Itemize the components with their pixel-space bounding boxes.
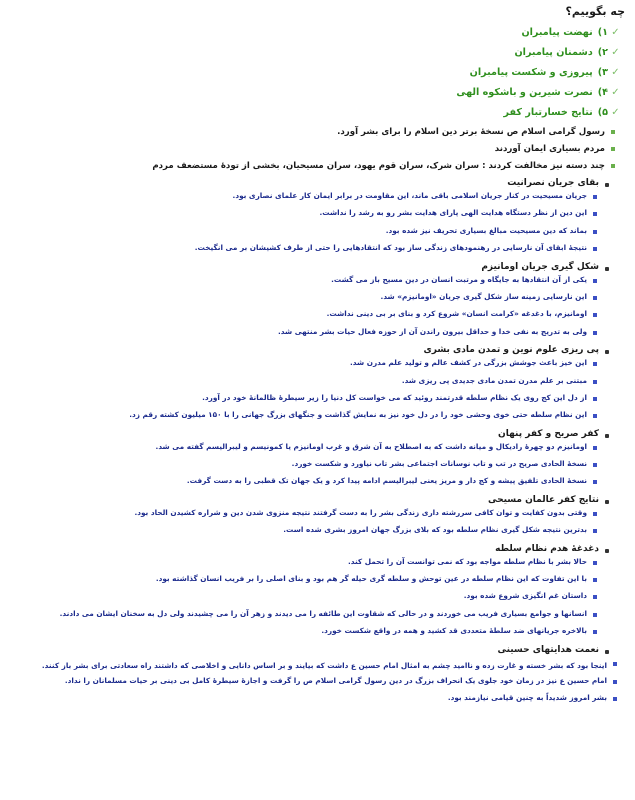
list-item — [10, 243, 597, 253]
bullet-icon — [593, 613, 597, 617]
bullet-icon — [613, 680, 617, 684]
topic-label: دشمنان پیامبران — [514, 47, 593, 59]
list-item — [10, 693, 617, 703]
topic-number: ۲) — [597, 47, 608, 59]
section — [10, 428, 627, 487]
intro-item — [10, 126, 615, 138]
list-item — [10, 191, 597, 201]
list-item-text: مبتنی بر علم مدرن تمدن مادی جدیدی پی ریزی شد. — [401, 375, 587, 385]
section — [10, 261, 627, 337]
list-item — [10, 292, 597, 302]
bullet-icon — [593, 362, 597, 366]
bullet-icon — [593, 380, 597, 384]
list-item-text: بالاخره جریانهای ضد سلطهٔ متعددی قد کشید و همه در واقع شکست خورد. — [321, 626, 587, 636]
list-item — [10, 591, 597, 601]
bullet-icon — [613, 662, 617, 666]
bullet-icon — [593, 561, 597, 565]
list-item — [10, 476, 597, 486]
section — [10, 543, 627, 637]
bullet-icon — [593, 595, 597, 599]
list-item-text: نسخهٔ الحادی تلفیق پیشه و کج دار و مریز یعنی لیبرالیسم ادامه پیدا کرد و یک جهان تک قطبی را به دست گرفت. — [186, 476, 587, 486]
list-item-text: نتیجهٔ ابقای آن نارسایی در رهنمودهای زندگی ساز بود که انتقادهایی را حتی از طرف کشیشان بر می انگیخت. — [194, 243, 587, 253]
bullet-icon — [605, 434, 609, 438]
section-items — [10, 358, 597, 420]
intro-text: مردم بسیاری ایمان آوردند — [494, 143, 605, 154]
topic-label: نهضت پیامبران — [521, 27, 593, 39]
list-item-text: این نظام سلطه حتی خوی وحشی خود را در دل خود نیز به نمایش گذاشت و جنگهای بزرگ جهانی را با ۱۵۰ میلیون کشته رقم زد. — [129, 410, 587, 420]
bullet-icon — [593, 313, 597, 317]
intro-item — [10, 160, 615, 172]
list-item — [10, 459, 597, 469]
list-item — [10, 226, 597, 236]
section — [10, 644, 627, 703]
topic-label: نتایج خسارتبار کفر — [503, 106, 593, 118]
list-item-text: این خیز باعث جوشش بزرگی در کشف عالم و تولید علم مدرن شد. — [350, 358, 587, 368]
topic-item — [10, 23, 621, 43]
list-item — [10, 275, 597, 285]
list-item — [10, 442, 597, 452]
list-item-text: امام حسین ع نیز در زمان خود جلوی یک انحراف بزرگ در دین رسول گرامی اسلام ص را گرفت و اجازهٔ سیطرهٔ کامل بی دینی بر حیات مسلمانان را نداد. — [64, 675, 607, 685]
list-item-text: بماند که دین مسیحیت مبالغ بسیاری تحریف نیز شده بود. — [385, 225, 587, 235]
list-item-text: اومانیزم دو چهرهٔ رادیکال و میانه داشت که به اصطلاح به آن شرق و غرب اومانیزم یا کمونیسم و لیبرالیسم گفته می شد. — [155, 441, 587, 451]
section-heading-text: بقای جریان نصرانیت — [507, 177, 599, 188]
list-item — [10, 609, 597, 619]
topic-number: ۴) — [597, 86, 608, 98]
intro-text: رسول گرامی اسلام ص نسخهٔ برتر دین اسلام را برای بشر آورد. — [337, 126, 605, 137]
section-heading — [10, 261, 609, 273]
bullet-icon — [593, 296, 597, 300]
bullet-icon — [593, 480, 597, 484]
topic-number: ۳) — [597, 66, 608, 78]
section-heading — [10, 177, 609, 189]
bullet-icon — [593, 397, 597, 401]
list-item — [10, 508, 597, 518]
bullet-icon — [593, 446, 597, 450]
list-item — [10, 358, 597, 368]
bullet-icon — [605, 183, 609, 187]
section-heading — [10, 428, 609, 440]
section-items — [10, 275, 597, 337]
bullet-icon — [605, 267, 609, 271]
list-item-text: بشر امروز شدیداً به چنین قیامی نیازمند بود. — [447, 692, 607, 702]
list-item-text: داستان غم انگیزی شروع شده بود. — [463, 591, 587, 601]
check-icon: ✓ — [611, 106, 620, 118]
bullet-icon — [593, 279, 597, 283]
bullet-icon — [593, 414, 597, 418]
bullet-icon — [605, 549, 609, 553]
list-item — [10, 525, 597, 535]
list-item-text: بدترین نتیجه شکل گیری نظام سلطه بود که بلای بزرگ جهان امروز بشری شده است. — [283, 525, 587, 535]
list-item-text: ولی به تدریج به نفی خدا و حداقل بیرون راندن آن از حوزه فعال حیات بشر منتهی شد. — [278, 326, 587, 336]
section-items — [10, 442, 597, 487]
topic-item — [10, 102, 621, 122]
bullet-icon — [593, 463, 597, 467]
bullet-icon — [593, 578, 597, 582]
bullet-icon — [605, 350, 609, 354]
section-items — [10, 508, 597, 535]
list-item — [10, 676, 617, 686]
list-item-text: این نارسایی زمینه ساز شکل گیری جریان «اومانیزم» شد. — [380, 291, 587, 301]
list-item — [10, 393, 597, 403]
bullet-icon — [611, 130, 615, 134]
list-item-text: اومانیزم، با دغدغه «کرامت انسان» شروع کرد و بنای بر بی دینی نداشت. — [326, 309, 587, 319]
bullet-icon — [611, 164, 615, 168]
intro-item — [10, 143, 615, 155]
bullet-icon — [605, 650, 609, 654]
list-item-text: از دل این کج روی یک نظام سلطه قدرتمند روئید که می خواست کل دنیا را زیر سیطرهٔ ظالمانهٔ خود در آورد. — [202, 392, 587, 402]
list-item — [10, 574, 597, 584]
check-icon: ✓ — [611, 47, 620, 59]
topic-label: نصرت شیرین و باشکوه الهی — [456, 86, 593, 98]
section-items — [10, 658, 617, 703]
section-heading — [10, 494, 609, 506]
topic-number: ۵) — [597, 106, 608, 118]
section-items — [10, 191, 597, 253]
section-heading-text: نتایج کفر عالمان مسیحی — [487, 494, 599, 505]
section-heading — [10, 344, 609, 356]
section-heading-text: دغدغهٔ هدم نظام سلطه — [495, 543, 599, 554]
list-item — [10, 626, 597, 636]
bullet-icon — [593, 512, 597, 516]
bullet-icon — [593, 247, 597, 251]
section-heading-text: شکل گیری جریان اومانیزم — [481, 261, 599, 272]
list-item-text: جریان مسیحیت در کنار جریان اسلامی باقی ماند، این مقاومت در برابر ایمان کار علمای نصاری بود. — [232, 190, 587, 200]
intro-list — [10, 126, 627, 172]
bullet-icon — [593, 630, 597, 634]
list-item-text: حالا بشر با نظام سلطه مواجه بود که نمی توانست آن را تحمل کند. — [347, 556, 587, 566]
list-item-text: این دین از نظر دستگاه هدایت الهی پارای هدایت بشر رو به رشد را نداشت. — [319, 208, 587, 218]
list-item-text: انسانها و جوامع بسیاری فریب می خوردند و در حالی که شقاوت این طائفه را می دیدند و زهر آن را می چشیدند ولی دل به سخنان ایشان می دادند. — [59, 608, 587, 618]
list-item — [10, 557, 597, 567]
section-heading — [10, 644, 609, 656]
list-item-text: نسخهٔ الحادی صریح در تب و تاب نوسانات اجتماعی بشر تاب نیاورد و شکست خورد. — [291, 459, 587, 469]
bullet-icon — [593, 212, 597, 216]
check-icon: ✓ — [611, 86, 620, 98]
list-item-text: با این تفاوت که این نظام سلطه در عین توحش و سلطه گری حیله گر هم بود و بنای اصلی را بر فریب انسان گذاشته بود. — [155, 574, 587, 584]
bullet-icon — [593, 529, 597, 533]
topic-item — [10, 82, 621, 102]
list-item-text: وقتی بدون کفایت و توان کافی سررشته داری زندگی بشر را به دست گرفتند نتیجه منزوی شدن دین و شراره کشیدن الحاد بود. — [134, 507, 587, 517]
list-item — [10, 309, 597, 319]
bullet-icon — [611, 147, 615, 151]
section-heading — [10, 543, 609, 555]
bullet-icon — [613, 697, 617, 701]
bullet-icon — [593, 195, 597, 199]
section-heading-text: پی ریزی علوم نوین و تمدن مادی بشری — [423, 345, 599, 356]
section-heading-text: کفر صریح و کفر پنهان — [498, 428, 599, 439]
page-title: چه بگوییم؟ — [565, 5, 625, 18]
check-icon: ✓ — [611, 27, 620, 39]
list-item — [10, 376, 597, 386]
topic-number: ۱) — [597, 27, 608, 39]
section — [10, 494, 627, 535]
topic-item — [10, 63, 621, 83]
topic-label: پیروزی و شکست پیامبران — [469, 66, 593, 78]
topic-item — [10, 43, 621, 63]
section-items — [10, 557, 597, 637]
bullet-icon — [593, 331, 597, 335]
bullet-icon — [605, 500, 609, 504]
list-item — [10, 208, 597, 218]
section — [10, 344, 627, 420]
topic-list — [10, 23, 621, 122]
bullet-icon — [593, 230, 597, 234]
section-heading-text: نعمت هدایتهای حسینی — [497, 644, 599, 655]
list-item — [10, 327, 597, 337]
list-item-text: اینجا بود که بشر خسته و غارت زده و ناامید چشم به امثال امام حسین ع داشت که بیایند و بر اساس دانایی و اخلاصی که داشتند راه سعادتی برای بشر باز کنند. — [41, 660, 607, 670]
list-item — [10, 658, 617, 673]
check-icon: ✓ — [611, 66, 620, 78]
list-item-text: یکی از آن انتقادها به جایگاه و مرتبت انسان در دین مسیح باز می گشت. — [331, 274, 587, 284]
list-item — [10, 410, 597, 420]
section — [10, 177, 627, 253]
intro-text: چند دسته نیز مخالفت کردند : سران شرک، سران قوم یهود، سران مسیحیان، بخشی از تودهٔ مستضعف مردم — [152, 160, 605, 171]
